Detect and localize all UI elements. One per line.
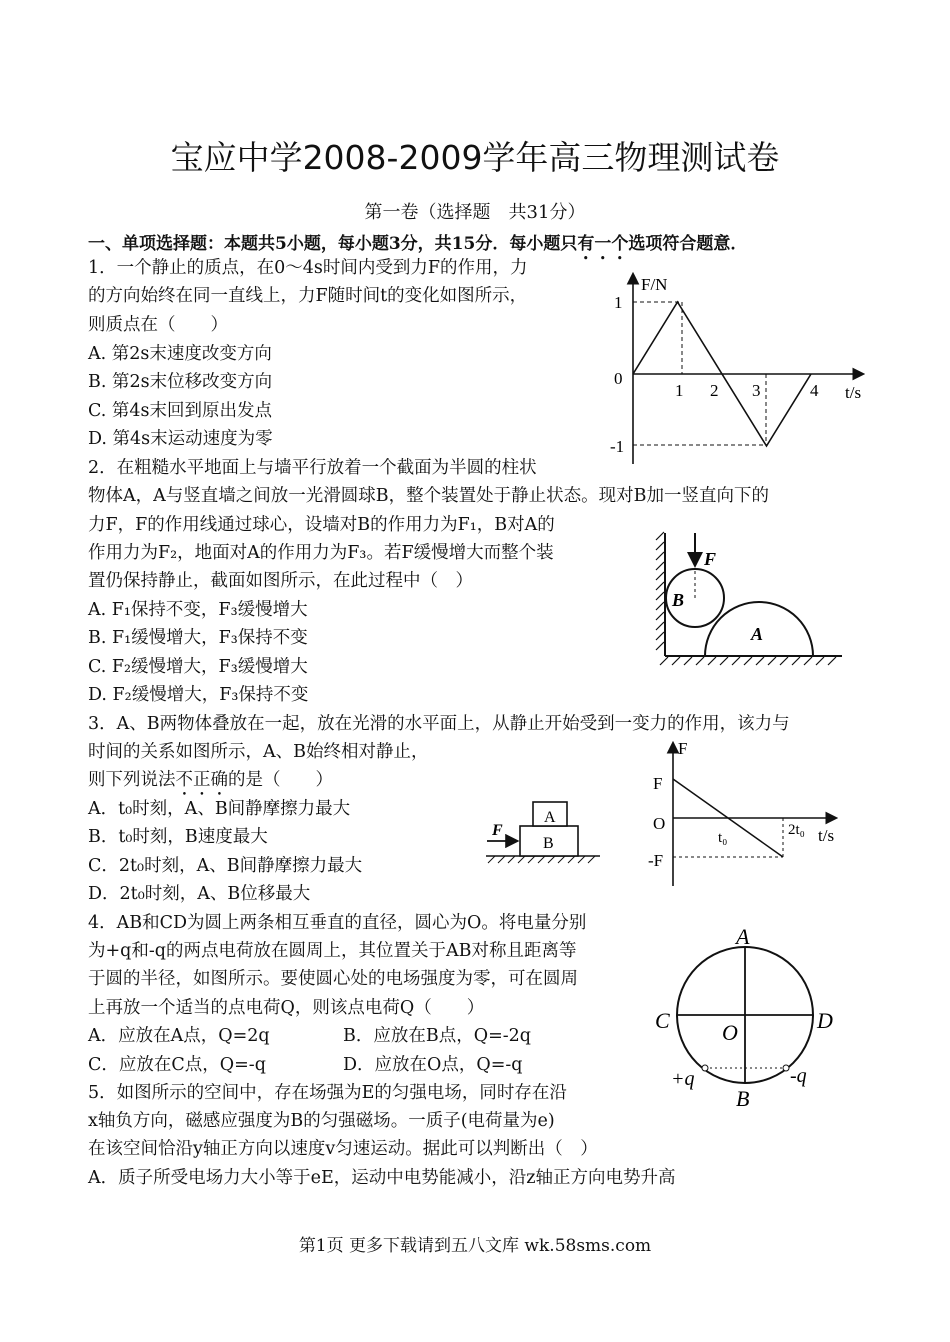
q1-option-d: D. 第4s末运动速度为零 xyxy=(88,429,273,449)
q1-option-c: C. 第4s末回到原出发点 xyxy=(88,401,273,421)
q3-line: 时间的关系如图所示，A、B始终相对静止， xyxy=(88,742,429,762)
q3-origin: O xyxy=(653,814,666,833)
q1-y-bottom: -1 xyxy=(610,437,625,456)
q4-option-a: A．应放在A点，Q=2q xyxy=(88,1026,270,1046)
q4-circle-figure xyxy=(650,920,850,1110)
q3-option-c: C．2t₀时刻，A、B间静摩擦力最大 xyxy=(88,856,363,876)
q5-line: 在该空间恰沿y轴正方向以速度v匀速运动。据此可以判断出（ ） xyxy=(88,1139,598,1159)
q2-option-b: B. F₁缓慢增大，F₃保持不变 xyxy=(88,628,308,648)
q2-option-d: D. F₂缓慢增大，F₃保持不变 xyxy=(88,685,309,705)
q4-label-b: B xyxy=(736,1086,750,1110)
q1-option-b: B. 第2s末位移改变方向 xyxy=(88,372,273,392)
q4-line: 4．AB和CD为圆上两条相互垂直的直径，圆心为O。将电量分别 xyxy=(88,913,587,933)
q3-xlabel: t/s xyxy=(818,826,835,845)
q3-option-b: B．t₀时刻，B速度最大 xyxy=(88,827,268,847)
q1-origin: 0 xyxy=(614,369,623,388)
q3-line: 3．A、B两物体叠放在一起，放在光滑的水平面上，从静止开始受到一变力的作用，该力与 xyxy=(88,714,790,734)
q3-2t0: 2t₀ xyxy=(788,822,805,838)
q3-force-graph xyxy=(640,738,850,888)
q3-y-top: F xyxy=(653,774,663,793)
q1-option-a: A. 第2s末速度改变方向 xyxy=(88,344,272,364)
q4-option-d: D．应放在O点，Q=-q xyxy=(343,1055,523,1075)
q4-charge-plus xyxy=(702,1065,708,1071)
q3-floor-hatch xyxy=(488,856,595,863)
q3-block-figure xyxy=(480,795,605,865)
q2-label-f: F xyxy=(704,549,717,569)
q4-label-minus-q: -q xyxy=(790,1065,807,1087)
q1-tick-3: 3 xyxy=(752,381,761,400)
q2-line: 力F，F的作用线通过球心，设墙对B的作用力为F₁，B对A的 xyxy=(88,515,555,535)
q2-line: 2．在粗糙水平地面上与墙平行放着一个截面为半圆的柱状 xyxy=(88,458,537,478)
q2-label-a: A xyxy=(751,624,764,644)
q2-line: 物体A，A与竖直墙之间放一光滑圆球B，整个装置处于静止状态。现对B加一竖直向下的 xyxy=(88,486,769,506)
q5-line: 5．如图所示的空间中，存在场强为E的匀强电场，同时存在沿 xyxy=(88,1083,567,1103)
q4-line: 为+q和-q的两点电荷放在圆周上，其位置关于AB对称且距离等 xyxy=(88,941,577,961)
q2-option-c: C. F₂缓慢增大，F₃缓慢增大 xyxy=(88,657,308,677)
q1-ylabel: F/N xyxy=(641,275,668,294)
q2-label-b: B xyxy=(672,590,685,610)
q2-figure xyxy=(650,528,850,670)
q4-line: 上再放一个适当的点电荷Q，则该点电荷Q（ ） xyxy=(88,998,485,1018)
page-footer: 第1页 更多下载请到五八文库 wk.58sms.com xyxy=(298,1236,652,1256)
q2-line: 作用力为F₂，地面对A的作用力为F₃。若F缓慢增大而整个装 xyxy=(88,543,554,563)
q1-force-graph xyxy=(600,262,870,467)
q4-label-plus-q: +q xyxy=(671,1068,695,1090)
q2-option-a: A. F₁保持不变，F₃缓慢增大 xyxy=(88,600,308,620)
q2-wall-hatch xyxy=(656,532,664,650)
section-heading-emph: 有一个 xyxy=(577,234,629,254)
q3-y-bottom: -F xyxy=(648,851,664,870)
q1-tick-4: 4 xyxy=(810,381,819,400)
q3-block-label-f: F xyxy=(492,822,503,839)
section-subtitle: 第一卷（选择题 共31分） xyxy=(364,202,586,223)
q1-line: 则质点在（ ） xyxy=(88,315,228,335)
q4-label-a: A xyxy=(736,924,750,949)
q3-t0: t₀ xyxy=(718,830,728,846)
q1-line: 1．一个静止的质点，在0～4s时间内受到力F的作用，力 xyxy=(88,258,528,278)
q1-tick-1: 1 xyxy=(675,381,684,400)
q5-line: x轴负方向，磁感应强度为B的匀强磁场。一质子(电荷量为e) xyxy=(88,1111,555,1131)
q2-line: 置仍保持静止，截面如图所示，在此过程中（ ） xyxy=(88,571,473,591)
q3-line3-post: 的是（ ） xyxy=(228,770,333,790)
q1-xlabel: t/s xyxy=(845,383,862,402)
q3-option-a: A．t₀时刻，A、B间静摩擦力最大 xyxy=(88,799,351,819)
q1-line: 的方向始终在同一直线上，力F随时间t的变化如图所示， xyxy=(88,286,528,306)
q4-label-o: O xyxy=(722,1020,738,1045)
q4-charge-minus xyxy=(783,1065,789,1071)
q5-option-a: A．质子所受电场力大小等于eE，运动中电势能减小，沿z轴正方向电势升高 xyxy=(88,1168,676,1188)
q3-block-label-b: B xyxy=(543,835,554,852)
q1-y-top: 1 xyxy=(614,293,623,312)
section-heading-main: 一、单项选择题：本题共5小题，每小题3分，共15分．每小题只 xyxy=(88,234,578,254)
q3-block-label-a: A xyxy=(544,809,556,826)
q4-option-b: B．应放在B点，Q=-2q xyxy=(343,1026,531,1046)
q4-label-d: D xyxy=(817,1008,833,1033)
q3-line3-pre: 则下列说法 xyxy=(88,770,176,790)
q4-option-c: C．应放在C点，Q=-q xyxy=(88,1055,266,1075)
q1-tick-2: 2 xyxy=(710,381,719,400)
section-heading-tail: 选项符合题意． xyxy=(628,234,748,254)
q3-ylabel: F xyxy=(678,739,688,758)
q4-line: 于圆的半径，如图所示。要使圆心处的电场强度为零，可在圆周 xyxy=(88,969,578,989)
q3-line3-emph: 不正确 xyxy=(175,770,228,790)
page-title: 宝应中学2008-2009学年高三物理测试卷 xyxy=(170,138,780,177)
q2-ground-hatch xyxy=(660,657,836,665)
q3-option-d: D．2t₀时刻，A、B位移最大 xyxy=(88,884,311,904)
q4-label-c: C xyxy=(655,1008,670,1033)
